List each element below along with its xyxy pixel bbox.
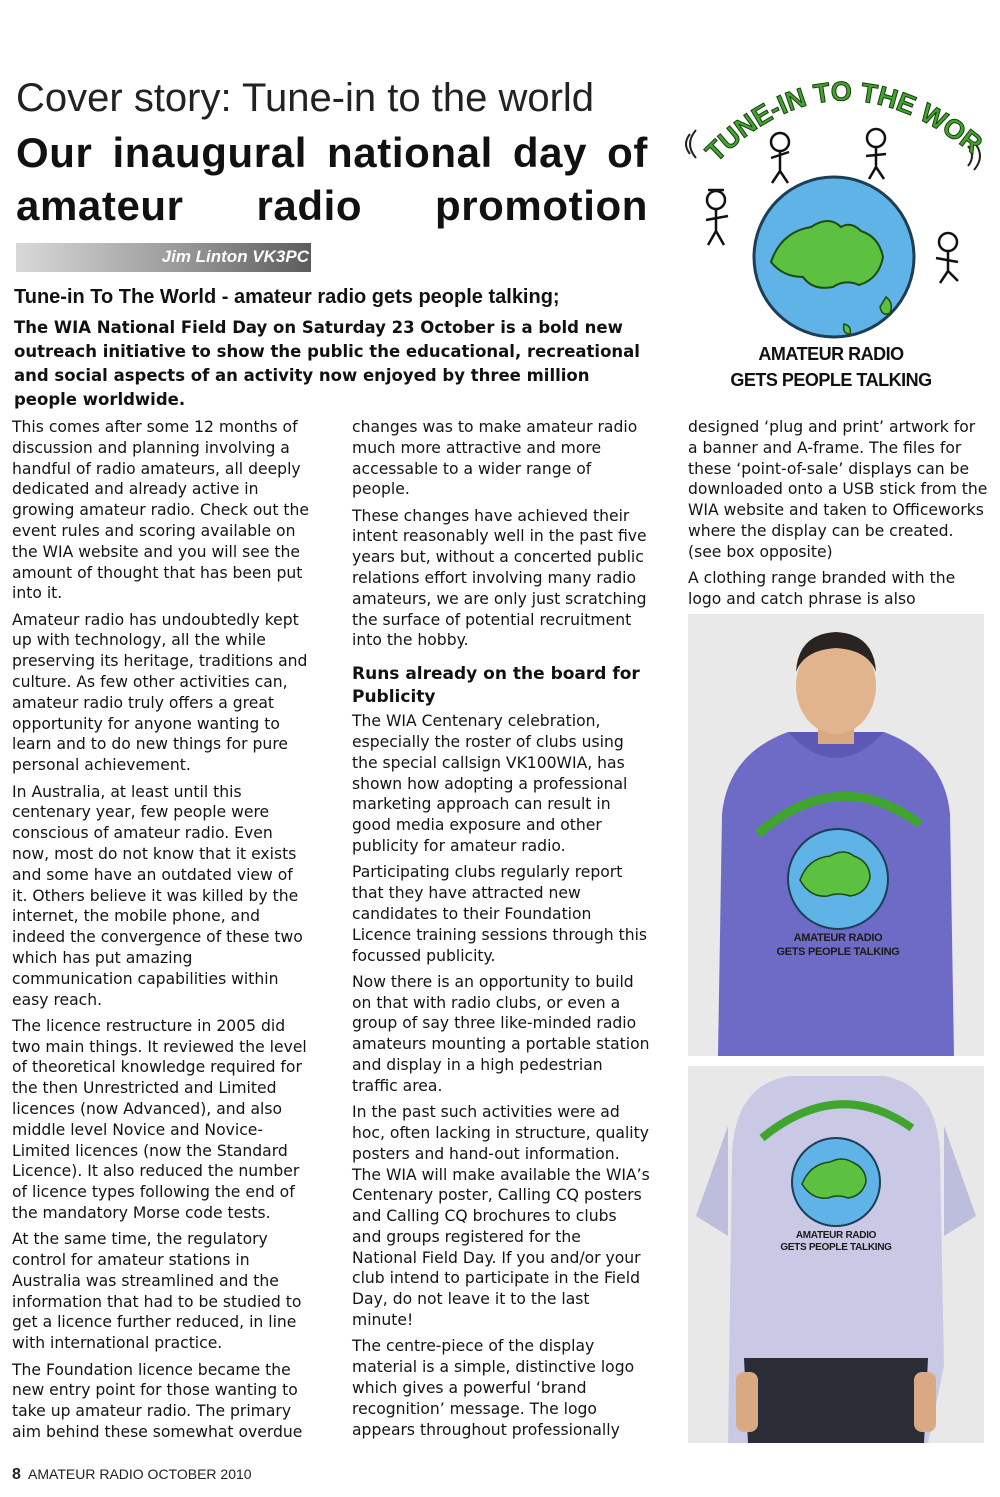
logo-arc-text: TUNE-IN TO THE WOR <box>699 76 986 168</box>
paragraph: The Foundation licence became the new entry point for those wanting to take up amateur radio. The primary aim behind these somewhat overdue <box>12 1360 303 1441</box>
section-heading: Runs already on the board for Publicity <box>352 664 640 708</box>
svg-text:TUNE-IN TO THE WORLD <box>676 72 986 167</box>
article-subhead: Tune-in To The World - amateur radio gets people talking; <box>14 286 560 308</box>
tune-in-logo <box>676 72 986 402</box>
article-headline: Our inaugural national day of amateur radio promotion <box>16 129 648 229</box>
byline-bar <box>16 243 311 272</box>
paragraph: changes was to make amateur radio much more attractive and more accessable to a wider range of people. <box>352 418 638 499</box>
paragraph: In Australia, at least until this centenary year, few people were conscious of amateur radio. Even now, most do not know that it exists and some have an outdated view of it. Others believe it was killed by the internet, the mobile phone, and indeed the convergence of these two which has put amazing communication capabilities within easy reach. <box>12 782 303 1009</box>
article-intro: The WIA National Field Day on Saturday 23 October is a bold new outreach initiative to show the public the educational, recreational and social aspects of an activity now enjoyed by three million people worldwide. <box>14 318 640 409</box>
paragraph: Now there is an opportunity to build on that with radio clubs, or even a group of say three like-minded radio amateurs mounting a portable station and display in a high pedestrian traffic area. <box>352 972 650 1095</box>
tshirt-logo-line-1: AMATEUR RADIO <box>795 1230 877 1241</box>
paragraph: In the past such activities were ad hoc, often lacking in structure, quality posters and hand-out information. The WIA will make available the WIA’s Centenary poster, Calling CQ posters and Calling CQ brochures to clubs and groups registered for the National Field Day. If you and/or your club intend to participate in the Field Day, do not leave it to the last minute! <box>352 1103 650 1330</box>
paragraph: Amateur radio has undoubtedly kept up with technology, all the while preserving its heritage, traditions and culture. As few other activities can, amateur radio truly offers a great opportunity for anyone wanting to learn and to do new things for pure personal achievement. <box>12 610 308 775</box>
tshirt-illustration <box>688 1066 984 1443</box>
paragraph: A clothing range branded with the logo and catch phrase is also <box>688 569 956 608</box>
logo-line-2: GETS PEOPLE TALKING <box>730 370 932 390</box>
hoodie-logo-line-2: GETS PEOPLE TALKING <box>776 946 900 958</box>
author-byline: Jim Linton VK3PC <box>161 247 309 266</box>
logo-line-1: AMATEUR RADIO <box>758 344 904 364</box>
tshirt-photo <box>688 1066 984 1443</box>
hoodie-photo <box>688 614 984 1056</box>
paragraph: At the same time, the regulatory control for amateur stations in Australia was streamlined and the information that had to be studied to get a licence further reduced, in line with international practice. <box>12 1230 302 1353</box>
paragraph: The licence restructure in 2005 did two main things. It reviewed the level of theoretical knowledge required for the then Unrestricted and Limited licences (now Advanced), and also middle level Novice and Novice-Limited licences (now the Standard Licence). It also reduced the number of licence types following the end of the mandatory Morse code tests. <box>12 1016 307 1222</box>
text-column-2 <box>352 417 650 1446</box>
tshirt-logo-line-2: GETS PEOPLE TALKING <box>780 1242 892 1253</box>
section-kicker: Cover story: Tune-in to the world <box>16 76 595 120</box>
paragraph: The centre-piece of the display material is a simple, distinctive logo which gives a powerful ‘brand recognition’ message. The logo appears throughout professionally <box>352 1337 635 1439</box>
text-column-1 <box>12 417 312 1448</box>
paragraph: designed ‘plug and print’ artwork for a banner and A-frame. The files for these ‘point-of-sale’ displays can be downloaded onto a USB stick from the WIA website and taken to Officeworks where the display can be created. (see box opposite) <box>688 418 988 561</box>
paragraph: This comes after some 12 months of discussion and planning involving a handful of radio amateurs, all deeply dedicated and already active in growing amateur radio. Check out the event rules and scoring available on the WIA website and you will see the amount of thought that has been put into it. <box>12 418 309 603</box>
publication-name: AMATEUR RADIO OCTOBER 2010 <box>28 1466 252 1482</box>
text-column-3 <box>688 417 988 615</box>
paragraph: The WIA Centenary celebration, especially the roster of clubs using the special callsign VK100WIA, has shown how adopting a professional marketing approach can result in good media exposure and other publicity for amateur radio. <box>352 712 628 856</box>
paragraph: These changes have achieved their intent reasonably well in the past five years but, without a concerted public relations effort involving many radio amateurs, we are only just scratching the surface of potential recruitment into the hobby. <box>352 506 647 650</box>
page-number: 8 <box>12 1466 21 1483</box>
paragraph: Participating clubs regularly report that they have attracted new candidates to their Foundation Licence training sessions through this focussed publicity. <box>352 863 648 965</box>
page-footer <box>12 1466 252 1484</box>
hoodie-illustration <box>688 614 984 1056</box>
hoodie-logo-line-1: AMATEUR RADIO <box>793 932 883 944</box>
